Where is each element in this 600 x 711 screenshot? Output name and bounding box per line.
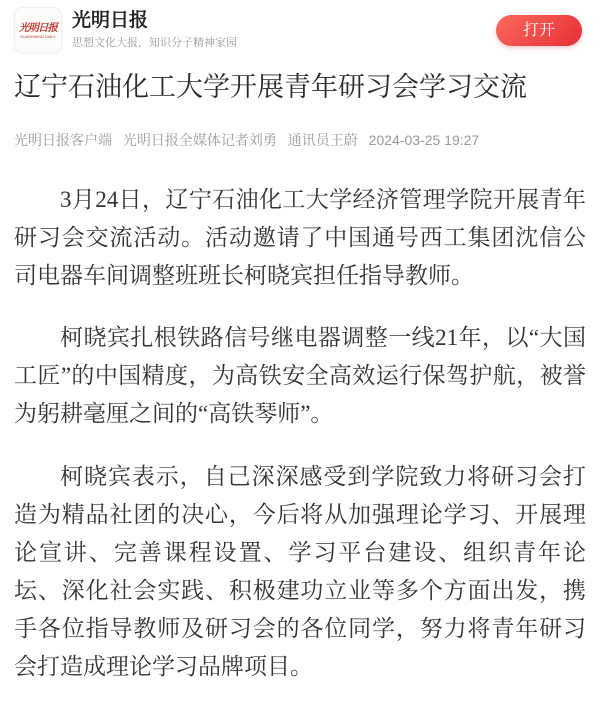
byline-source: 光明日报客户端 bbox=[14, 132, 112, 148]
byline bbox=[14, 131, 586, 149]
guangming-daily-logo[interactable] bbox=[14, 7, 62, 53]
app-tagline: 思想文化大报，知识分子精神家园 bbox=[72, 37, 237, 49]
app-info bbox=[72, 10, 496, 50]
logo-en-text: GUANGMING DAILY bbox=[20, 35, 56, 40]
app-download-banner bbox=[0, 0, 600, 58]
open-app-button[interactable]: 打开 bbox=[496, 15, 582, 46]
article-paragraph: 柯晓宾扎根铁路信号继电器调整一线21年，以“大国工匠”的中国精度，为高铁安全高效运行保驾护航，被誉为躬耕毫厘之间的“高铁琴师”。 bbox=[14, 325, 586, 426]
article-content bbox=[14, 181, 586, 685]
article-paragraph: 3月24日，辽宁石油化工大学经济管理学院开展青年研习会交流活动。活动邀请了中国通号西工集团沈信公司电器车间调整班班长柯晓宾担任指导教师。 bbox=[14, 187, 586, 288]
app-name: 光明日报 bbox=[72, 10, 149, 31]
logo-cn-text: 光明日报 bbox=[19, 22, 57, 34]
byline-correspondent: 通讯员王蔚 bbox=[287, 132, 358, 148]
article-title: 辽宁石油化工大学开展青年研习会学习交流 bbox=[14, 72, 527, 102]
byline-datetime: 2024-03-25 19:27 bbox=[368, 132, 480, 148]
byline-reporter: 光明日报全媒体记者刘勇 bbox=[122, 132, 277, 148]
article-body bbox=[0, 68, 600, 685]
article-paragraph: 柯晓宾表示，自己深深感受到学院致力将研习会打造为精品社团的决心，今后将从加强理论学习、开展理论宣讲、完善课程设置、学习平台建设、组织青年论坛、深化社会实践、积极建功立业等多个方面出发，携手各位指导教师及研习会的各位同学，努力将青年研习会打造成理论学习品牌项目。 bbox=[14, 463, 586, 679]
